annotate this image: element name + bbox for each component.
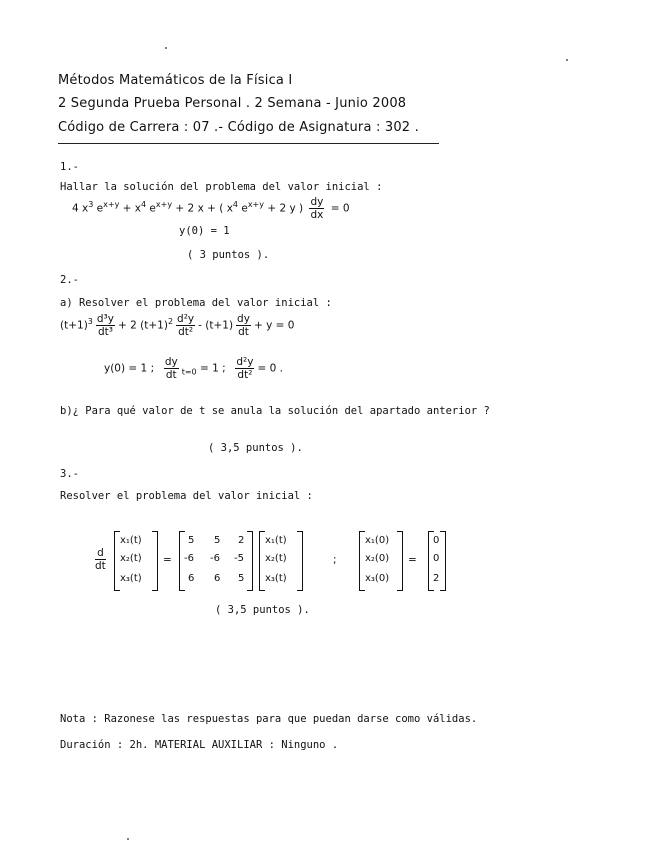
course-codes: Código de Carrera : 07 .- Código de Asignatura : 302 . (58, 120, 419, 135)
scan-speck (165, 47, 167, 49)
q3-coefficient-matrix: 5 5 2 -6 -6 -5 6 6 5 (179, 531, 253, 591)
q2-initial-conditions: y(0) = 1 ; $\frac{dy}{dt}$ $_{t=0}$ = 1 ; $\frac{\text{d²y}}{\text{dt²}}$ = 0 . (104, 356, 283, 381)
q2-part-b: b)¿ Para qué valor de t se anula la solución del apartado anterior ? (60, 405, 490, 417)
q2-ode: $(t+1)^3$ $\frac{\text{d³y}}{\text{dt³}}$ + 2 $(t+1)^2$ $\frac{\text{d²y}}{\text{dt²}}$ - (t+1) $\frac{dy}{dt}$ + y = 0 (60, 313, 295, 338)
scan-speck (127, 838, 129, 840)
header-rule (58, 143, 439, 144)
q3-initial-values: 0 0 2 (428, 531, 446, 591)
q3-points: ( 3,5 puntos ). (215, 604, 310, 616)
q3-statement: Resolver el problema del valor inicial : (60, 490, 313, 502)
footer-duration: Duración : 2h. MATERIAL AUXILIAR : Ninguno . (60, 739, 339, 751)
q3-equals-1: = (163, 554, 172, 566)
q1-number: 1.- (60, 161, 79, 173)
q3-derivative: $\frac{d}{dt}$ (95, 547, 106, 572)
q3-x-vector-rhs: x₁(t) x₂(t) x₃(t) (259, 531, 303, 591)
q1-equation: 4 $x^3$ $e^{x+y} + x^4$ $e^{x+y} + 2$ x + ( $x^4$ $e^{x+y} + 2$ y ) $\frac{dy}{dx}$ = 0 (72, 196, 350, 221)
q2-part-a: a) Resolver el problema del valor inicial : (60, 297, 332, 309)
q3-x-vector: x₁(t) x₂(t) x₃(t) (114, 531, 158, 591)
q1-statement: Hallar la solución del problema del valor inicial : (60, 181, 383, 193)
q3-equals-2: = (408, 554, 417, 566)
q3-separator: ; (333, 554, 337, 566)
q3-x0-vector: x₁(0) x₂(0) x₃(0) (359, 531, 403, 591)
course-title: Métodos Matemáticos de la Física I (58, 73, 293, 88)
q1-points: ( 3 puntos ). (187, 249, 270, 261)
scan-speck (566, 59, 568, 61)
exam-title: 2 Segunda Prueba Personal . 2 Semana - Junio 2008 (58, 96, 407, 111)
q2-points: ( 3,5 puntos ). (208, 442, 303, 454)
q1-initial-condition: y(0) = 1 (179, 225, 230, 237)
footer-note: Nota : Razonese las respuestas para que puedan darse como válidas. (60, 713, 478, 725)
q3-number: 3.- (60, 468, 79, 480)
q2-number: 2.- (60, 274, 79, 286)
